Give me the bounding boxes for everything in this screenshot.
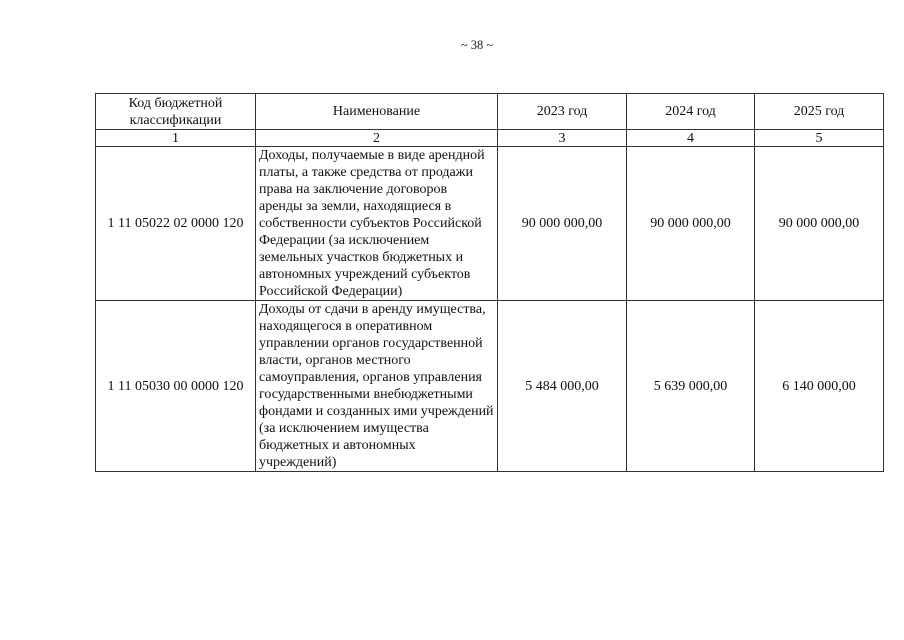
header-2024: 2024 год [627, 94, 755, 130]
header-2025: 2025 год [755, 94, 884, 130]
budget-table [95, 93, 884, 472]
budget-code-cell: 1 11 05022 02 0000 120 [96, 147, 256, 301]
description-cell: Доходы, получаемые в виде арендной платы, а также средства от продажи права на заключение договоров аренды за земли, находящиеся в собственности субъектов Российской Федерации (за исключением земельных участков бюджетных и автономных учреждений субъектов Российской Федерации) [256, 147, 498, 301]
column-number-row [96, 130, 884, 147]
table-row [96, 147, 884, 301]
header-row [96, 94, 884, 130]
header-name: Наименование [256, 94, 498, 130]
column-number: 1 [96, 130, 256, 147]
amount-2024-cell: 90 000 000,00 [627, 147, 755, 301]
page-number: ~ 38 ~ [460, 38, 494, 52]
header-2023: 2023 год [498, 94, 627, 130]
description-cell: Доходы от сдачи в аренду имущества, находящегося в оперативном управлении органов государственной власти, органов местного самоуправления, органов управления государственными внебюджетными фондами и созданных ими учреждений (за исключением имущества бюджетных и автономных учреждений) [256, 301, 498, 472]
amount-2023-cell: 5 484 000,00 [498, 301, 627, 472]
header-code: Код бюджетной классификации [96, 94, 256, 130]
amount-2025-cell: 6 140 000,00 [755, 301, 884, 472]
budget-code-cell: 1 11 05030 00 0000 120 [96, 301, 256, 472]
table-row [96, 301, 884, 472]
column-number: 4 [627, 130, 755, 147]
amount-2024-cell: 5 639 000,00 [627, 301, 755, 472]
column-number: 3 [498, 130, 627, 147]
amount-2025-cell: 90 000 000,00 [755, 147, 884, 301]
column-number: 2 [256, 130, 498, 147]
amount-2023-cell: 90 000 000,00 [498, 147, 627, 301]
column-number: 5 [755, 130, 884, 147]
